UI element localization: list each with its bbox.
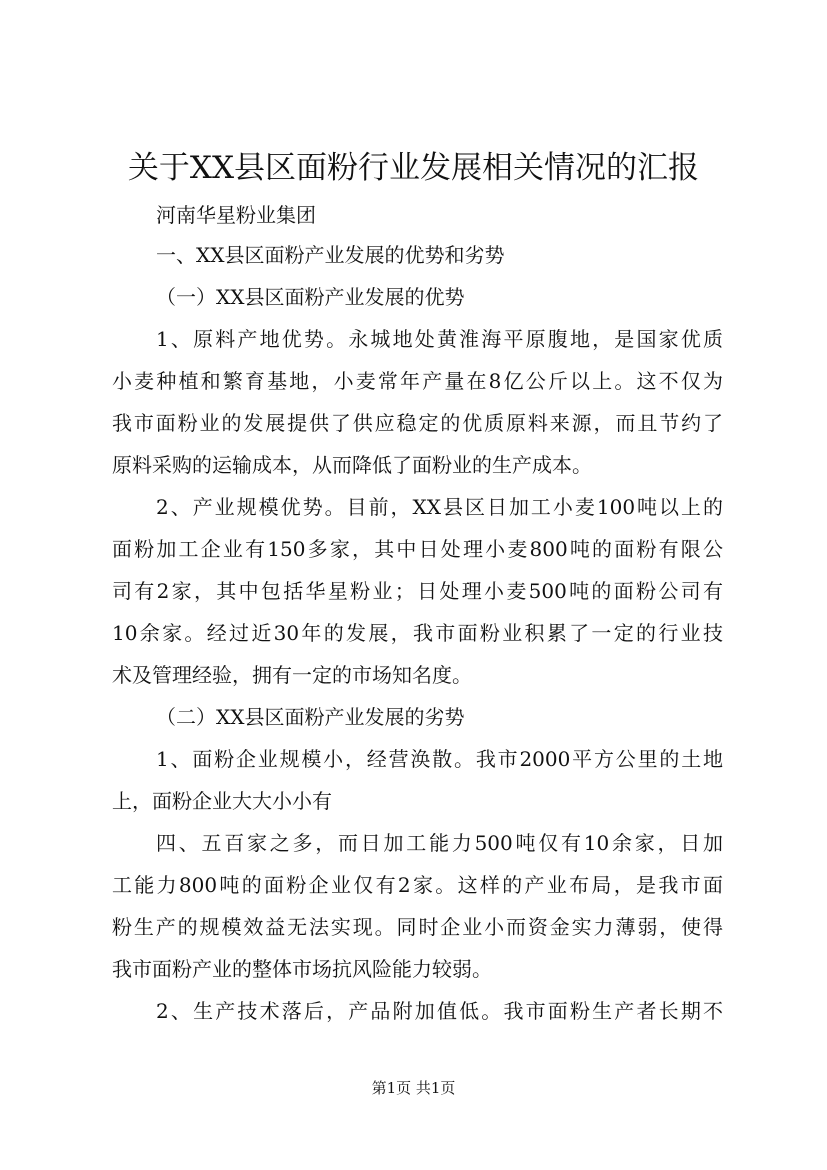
- body-line: 上，面粉企业大大小小有: [112, 789, 332, 813]
- body-line: 河南华星粉业集团: [156, 203, 316, 227]
- body-line: 四、五百家之多，而日加工能力500吨仅有10余家，日加: [156, 831, 723, 855]
- body-line: 司有2家，其中包括华星粉业；日处理小麦500吨的面粉公司有: [112, 579, 723, 603]
- body-line: 1、面粉企业规模小，经营涣散。我市2000平方公里的土地: [156, 747, 723, 771]
- body-line: 1、原料产地优势。永城地处黄淮海平原腹地，是国家优质: [156, 327, 723, 351]
- body-line: 粉生产的规模效益无法实现。同时企业小而资金实力薄弱，使得: [112, 915, 723, 939]
- body-line: 10余家。经过近30年的发展，我市面粉业积累了一定的行业技: [112, 621, 723, 645]
- body-line: 2、生产技术落后，产品附加值低。我市面粉生产者长期不: [156, 999, 723, 1023]
- body-line: 原料采购的运输成本，从而降低了面粉业的生产成本。: [112, 453, 592, 477]
- body-line: （一）XX县区面粉产业发展的优势: [156, 285, 465, 309]
- body-line: 一、XX县区面粉产业发展的优势和劣势: [156, 243, 505, 267]
- body-line: 面粉加工企业有150多家，其中日处理小麦800吨的面粉有限公: [112, 537, 723, 561]
- body-line: 我市面粉业的发展提供了供应稳定的优质原料来源，而且节约了: [112, 411, 723, 435]
- page-number: 第1页 共1页: [371, 1079, 456, 1097]
- body-line: （二）XX县区面粉产业发展的劣势: [156, 705, 465, 729]
- document-title: 关于XX县区面粉行业发展相关情况的汇报: [127, 150, 700, 186]
- body-line: 我市面粉产业的整体市场抗风险能力较弱。: [112, 957, 492, 981]
- body-line: 小麦种植和繁育基地，小麦常年产量在8亿公斤以上。这不仅为: [112, 369, 723, 393]
- body-line: 术及管理经验，拥有一定的市场知名度。: [112, 663, 472, 687]
- body-line: 工能力800吨的面粉企业仅有2家。这样的产业布局，是我市面: [112, 873, 723, 897]
- body-line: 2、产业规模优势。目前，XX县区日加工小麦100吨以上的: [156, 495, 723, 519]
